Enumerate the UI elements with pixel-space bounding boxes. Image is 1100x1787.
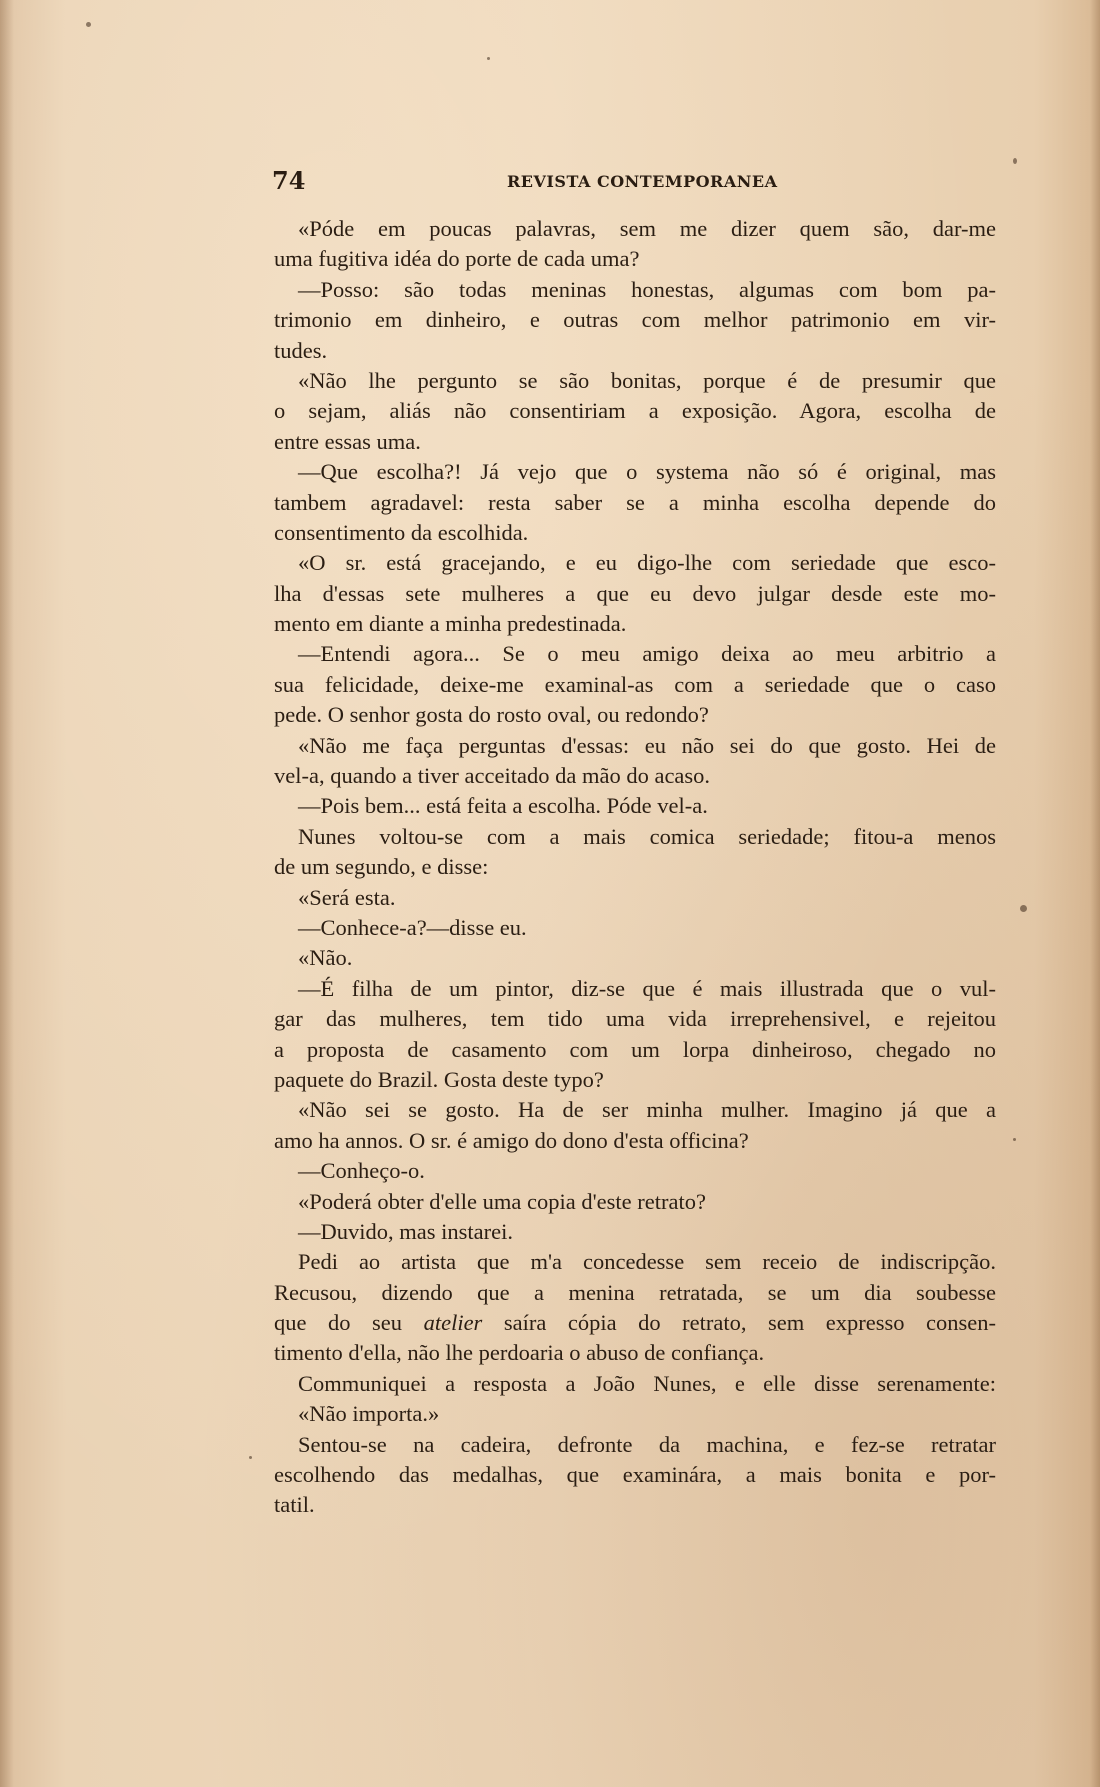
body-text <box>274 214 996 1521</box>
text-line: escolhendo das medalhas, que examinára, a mais bonita e por- <box>274 1462 996 1488</box>
text-line: tatil. <box>274 1492 315 1518</box>
text-line: «Não me faça perguntas d'essas: eu não sei do que gosto. Hei de <box>298 732 996 758</box>
text-line: «Não importa.» <box>298 1401 440 1427</box>
text-line: —Conhece-a?—disse eu. <box>298 914 527 940</box>
text-line: «O sr. está gracejando, e eu digo-lhe com seriedade que esco- <box>298 550 996 576</box>
text-line: —Que escolha?! Já vejo que o systema não só é original, mas <box>298 459 996 485</box>
text-line: a proposta de casamento com um lorpa dinheiroso, chegado no <box>274 1036 996 1062</box>
text-line: —É filha de um pintor, diz-se que é mais illustrada que o vul- <box>298 975 996 1001</box>
paper-speck <box>249 1456 252 1459</box>
text-line: —Duvido, mas instarei. <box>298 1218 513 1244</box>
text-line: consentimento da escolhida. <box>274 519 529 545</box>
text-line: «Poderá obter d'elle uma copia d'este retrato? <box>298 1188 706 1214</box>
text-line: —Posso: são todas meninas honestas, algumas com bom pa- <box>298 276 996 302</box>
text-line: Pedi ao artista que m'a concedesse sem receio de indiscripção. <box>298 1249 996 1275</box>
page-edge-shadow-right <box>1090 0 1100 1787</box>
text-line: vel-a, quando a tiver acceitado da mão do acaso. <box>274 763 711 789</box>
text-line: Recusou, dizendo que a menina retratada, se um dia soubesse <box>274 1279 996 1305</box>
paper-speck <box>1020 905 1027 912</box>
page-header <box>272 166 992 196</box>
text-line: pede. O senhor gosta do rosto oval, ou redondo? <box>274 702 709 728</box>
running-title: REVISTA CONTEMPORANEA <box>507 172 778 191</box>
text-line: —Entendi agora... Se o meu amigo deixa ao meu arbitrio a <box>298 641 996 667</box>
text-line: paquete do Brazil. Gosta deste typo? <box>274 1066 604 1092</box>
text-line: —Pois bem... está feita a escolha. Póde vel-a. <box>298 793 708 819</box>
text-line: tudes. <box>274 337 328 363</box>
text-line: «Póde em poucas palavras, sem me dizer quem são, dar-me <box>298 216 996 241</box>
text-line: sua felicidade, deixe-me examinal-as com a seriedade que o caso <box>274 671 996 697</box>
text-line: Nunes voltou-se com a mais comica seriedade; fitou-a menos <box>298 823 996 849</box>
text-line: Communiquei a resposta a João Nunes, e elle disse serenamente: <box>298 1370 996 1396</box>
text-line: gar das mulheres, tem tido uma vida irreprehensivel, e rejeitou <box>274 1006 996 1032</box>
text-line: trimonio em dinheiro, e outras com melhor patrimonio em vir- <box>274 307 996 333</box>
text-line: timento d'ella, não lhe perdoaria o abuso de confiança. <box>274 1340 765 1366</box>
text-line: Sentou-se na cadeira, defronte da machina, e fez-se retratar <box>298 1431 996 1457</box>
paper-speck <box>487 57 490 60</box>
text-line: «Será esta. <box>298 884 396 910</box>
text-line: «Não sei se gosto. Ha de ser minha mulher. Imagino já que a <box>298 1097 996 1123</box>
italic-word: atelier <box>423 1310 483 1336</box>
page-edge-shadow-left <box>0 0 14 1787</box>
text-line: tambem agradavel: resta saber se a minha escolha depende do <box>274 489 996 515</box>
text-line: que do seu atelier saíra cópia do retrato, sem expresso consen- <box>274 1310 996 1336</box>
text-line: lha d'essas sete mulheres a que eu devo julgar desde este mo- <box>274 580 996 606</box>
paper-speck <box>86 22 91 27</box>
page-number: 74 <box>272 166 306 195</box>
paper-speck <box>1013 1138 1016 1141</box>
paper-speck <box>1013 158 1017 164</box>
text-line: —Conheço-o. <box>298 1158 425 1184</box>
text-line: amo ha annos. O sr. é amigo do dono d'esta officina? <box>274 1127 749 1153</box>
text-line: «Não lhe pergunto se são bonitas, porque é de presumir que <box>298 367 996 393</box>
text-line: o sejam, aliás não consentiriam a exposição. Agora, escolha de <box>274 398 996 424</box>
text-line: uma fugitiva idéa do porte de cada uma? <box>274 246 640 272</box>
text-line: «Não. <box>298 945 353 971</box>
text-line: mento em diante a minha predestinada. <box>274 611 627 637</box>
text-line: entre essas uma. <box>274 428 421 454</box>
text-line: de um segundo, e disse: <box>274 854 489 880</box>
